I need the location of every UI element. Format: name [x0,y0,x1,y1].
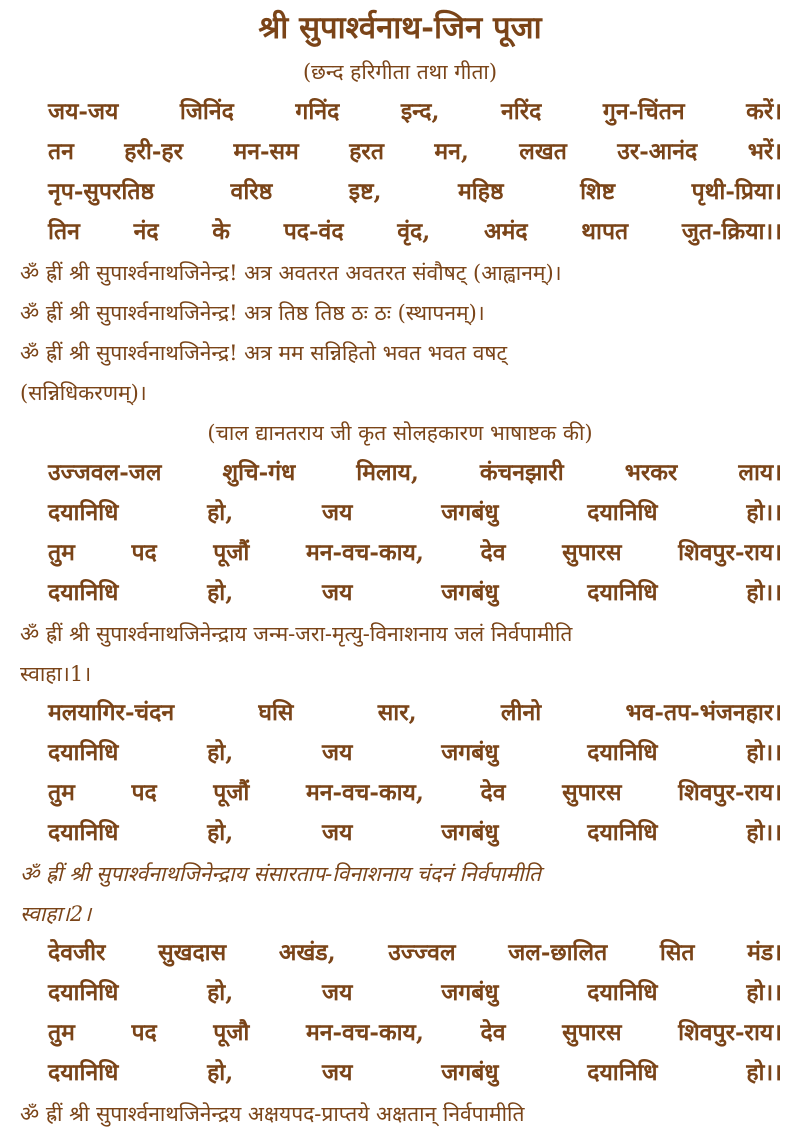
verse-word: पद [131,1019,157,1046]
verse-word: देव [480,539,506,566]
verse-word: पृथी-प्रिया। [691,178,782,205]
verse-word: जय [322,739,353,766]
verse-word: हो।। [746,579,782,606]
verse-word: शिवपुर-राय। [678,1019,782,1046]
verse-word: सुखदास [158,939,227,966]
verse-word: उर-आनंद [617,138,698,165]
verse-word: हो, [207,1059,234,1086]
verse-word: दयानिधि [48,579,119,606]
verse-word: दयानिधि [48,979,119,1006]
verse-word: पद-वंद [283,218,344,245]
verse-word: सुपारस [562,539,622,566]
verse-word: इन्द, [400,98,440,125]
verse-word: मन-वच-काय, [305,539,424,566]
verse-word: मन-वच-काय, [305,779,424,806]
verse-line [48,695,782,731]
verse-word: तुम [48,1019,75,1046]
mantra-line: ॐ ह्रीं श्री सुपार्श्वनाथजिनेन्द्र! अत्र मम सन्निहितो भवत भवत वषट् [20,341,508,365]
verse-word: दयानिधि [587,739,658,766]
verse-word: पूजौं [213,779,250,806]
verse-word: जगबंधु [441,819,499,846]
verse-line [48,815,782,851]
verse-word: इष्ट, [348,178,382,205]
verse-line [48,1055,782,1091]
verse-word: उज्जवल-जल [48,459,162,486]
verse-word: जगबंधु [441,739,499,766]
verse-word: वरिष्ठ [230,178,273,205]
mantra-line: (सन्निधिकरणम्)। [20,381,147,405]
verse-word: मलयागिर-चंदन [48,699,175,726]
mantra-line: ॐ ह्रीं श्री सुपार्श्वनाथजिनेन्द्र! अत्र अवतरत अवतरत संवौषट् (आह्वानम्)। [20,261,562,285]
verse-word: घसि [258,699,294,726]
verse-line [48,1015,782,1051]
verse-word: सार, [377,699,417,726]
verse-word: जुत-क्रिया।। [681,218,782,245]
verse-word: नंद [133,218,159,245]
subtitle: (छन्द हरिगीता तथा गीता) [302,60,498,84]
verse-line [48,134,782,170]
verse-word: मन, [434,138,469,165]
verse-word: पद [131,779,157,806]
mantra-line: ॐ ह्रीं श्री सुपार्श्वनाथजिनेन्द्राय संसारताप-विनाशनाय चंदनं निर्वपामीति [20,862,542,886]
verse-word: जल-छालित [508,939,608,966]
verse-word: मन-सम [233,138,299,165]
verse-word: जिनिंद [179,98,234,125]
verse-line [48,935,782,971]
verse-word: दयानिधि [587,499,658,526]
verse-word: भरें। [747,138,782,165]
verse-word: दयानिधि [48,1059,119,1086]
verse-word: लाय। [738,459,782,486]
verse-word: सुपारस [562,1019,622,1046]
mantra-line: ॐ ह्रीं श्री सुपार्श्वनाथजिनेन्द्राय जन्म-जरा-मृत्यु-विनाशनाय जलं निर्वपामीति [20,622,573,646]
mantra-line: ॐ ह्रीं श्री सुपार्श्वनाथजिनेन्द्रय अक्षयपद-प्राप्तये अक्षतान् निर्वपामीति [20,1102,525,1126]
verse-word: दयानिधि [587,819,658,846]
verse-word: तुम [48,539,75,566]
verse-line [48,94,782,130]
verse-word: जय-जय [48,98,119,125]
mantra-line: स्वाहा।1। [20,662,92,686]
verse-word: नृप-सुपरतिष्ठ [48,178,155,205]
verse-word: अमंद [484,218,528,245]
verse-word: पद [131,539,157,566]
verse-word: दयानिधि [48,499,119,526]
verse-word: लीनो [500,699,542,726]
section-heading: (चाल द्यानतराय जी कृत सोलहकारण भाषाष्टक की) [207,421,593,445]
verse-word: शिवपुर-राय। [678,779,782,806]
verse-word: लखत [519,138,567,165]
verse-word: सित [659,939,695,966]
verse-line [48,174,782,210]
verse-word: दयानिधि [587,579,658,606]
verse-line [48,214,782,250]
verse-word: जय [322,819,353,846]
verse-line [48,775,782,811]
mantra-line: स्वाहा।2। [20,902,92,926]
verse-word: भव-तप-भंजनहार। [625,699,782,726]
verse-word: हो, [207,979,234,1006]
verse-word: के [212,218,230,245]
verse-word: मिलाय, [356,459,419,486]
verse-word: जय [322,579,353,606]
verse-word: हो, [207,499,234,526]
verse-word: करें। [746,98,782,125]
verse-word: थापत [581,218,629,245]
verse-word: शिवपुर-राय। [678,539,782,566]
verse-word: हो, [207,739,234,766]
mantra-line: ॐ ह्रीं श्री सुपार्श्वनाथजिनेन्द्र! अत्र तिष्ठ तिष्ठ ठः ठः (स्थापनम्)। [20,301,485,325]
verse-word: शुचि-गंध [222,459,296,486]
verse-word: शिष्ट [580,178,616,205]
verse-word: दयानिधि [48,739,119,766]
verse-word: देवजीर [48,939,106,966]
verse-word: दयानिधि [587,1059,658,1086]
verse-word: गनिंद [295,98,340,125]
verse-word: वृंद, [397,218,431,245]
verse-word: जगबंधु [441,979,499,1006]
verse-word: देव [480,1019,506,1046]
verse-word: तन [48,138,74,165]
verse-word: हरी-हर [124,138,184,165]
verse-word: देव [480,779,506,806]
verse-word: जगबंधु [441,579,499,606]
verse-word: गुन-चिंतन [602,98,685,125]
verse-line [48,975,782,1011]
verse-word: हो।। [746,739,782,766]
verse-word: हो, [207,819,234,846]
verse-line [48,535,782,571]
verse-word: जय [322,979,353,1006]
verse-word: हो।। [746,819,782,846]
verse-word: पूजौं [213,539,250,566]
verse-word: जगबंधु [441,1059,499,1086]
verse-line [48,575,782,611]
verse-word: दयानिधि [48,819,119,846]
verse-word: दयानिधि [587,979,658,1006]
verse-line [48,495,782,531]
verse-word: सुपारस [562,779,622,806]
verse-word: जगबंधु [441,499,499,526]
verse-word: हो।। [746,499,782,526]
verse-word: हो।। [746,1059,782,1086]
verse-word: नरिंद [501,98,542,125]
verse-word: जय [322,499,353,526]
verse-word: अखंड, [278,939,336,966]
verse-word: हो।। [746,979,782,1006]
verse-word: महिष्ठ [458,178,504,205]
verse-line [48,735,782,771]
verse-line [48,455,782,491]
verse-word: मंड। [747,939,782,966]
verse-word: हो, [207,579,234,606]
verse-word: हरत [349,138,384,165]
verse-word: मन-वच-काय, [305,1019,424,1046]
verse-word: कंचनझारी [479,459,564,486]
verse-word: तिन [48,218,80,245]
verse-word: पूजौ [213,1019,250,1046]
page-title: श्री सुपार्श्वनाथ-जिन पूजा [258,10,542,46]
verse-word: भरकर [624,459,678,486]
verse-word: तुम [48,779,75,806]
verse-word: उज्ज्वल [388,939,456,966]
verse-word: जय [322,1059,353,1086]
